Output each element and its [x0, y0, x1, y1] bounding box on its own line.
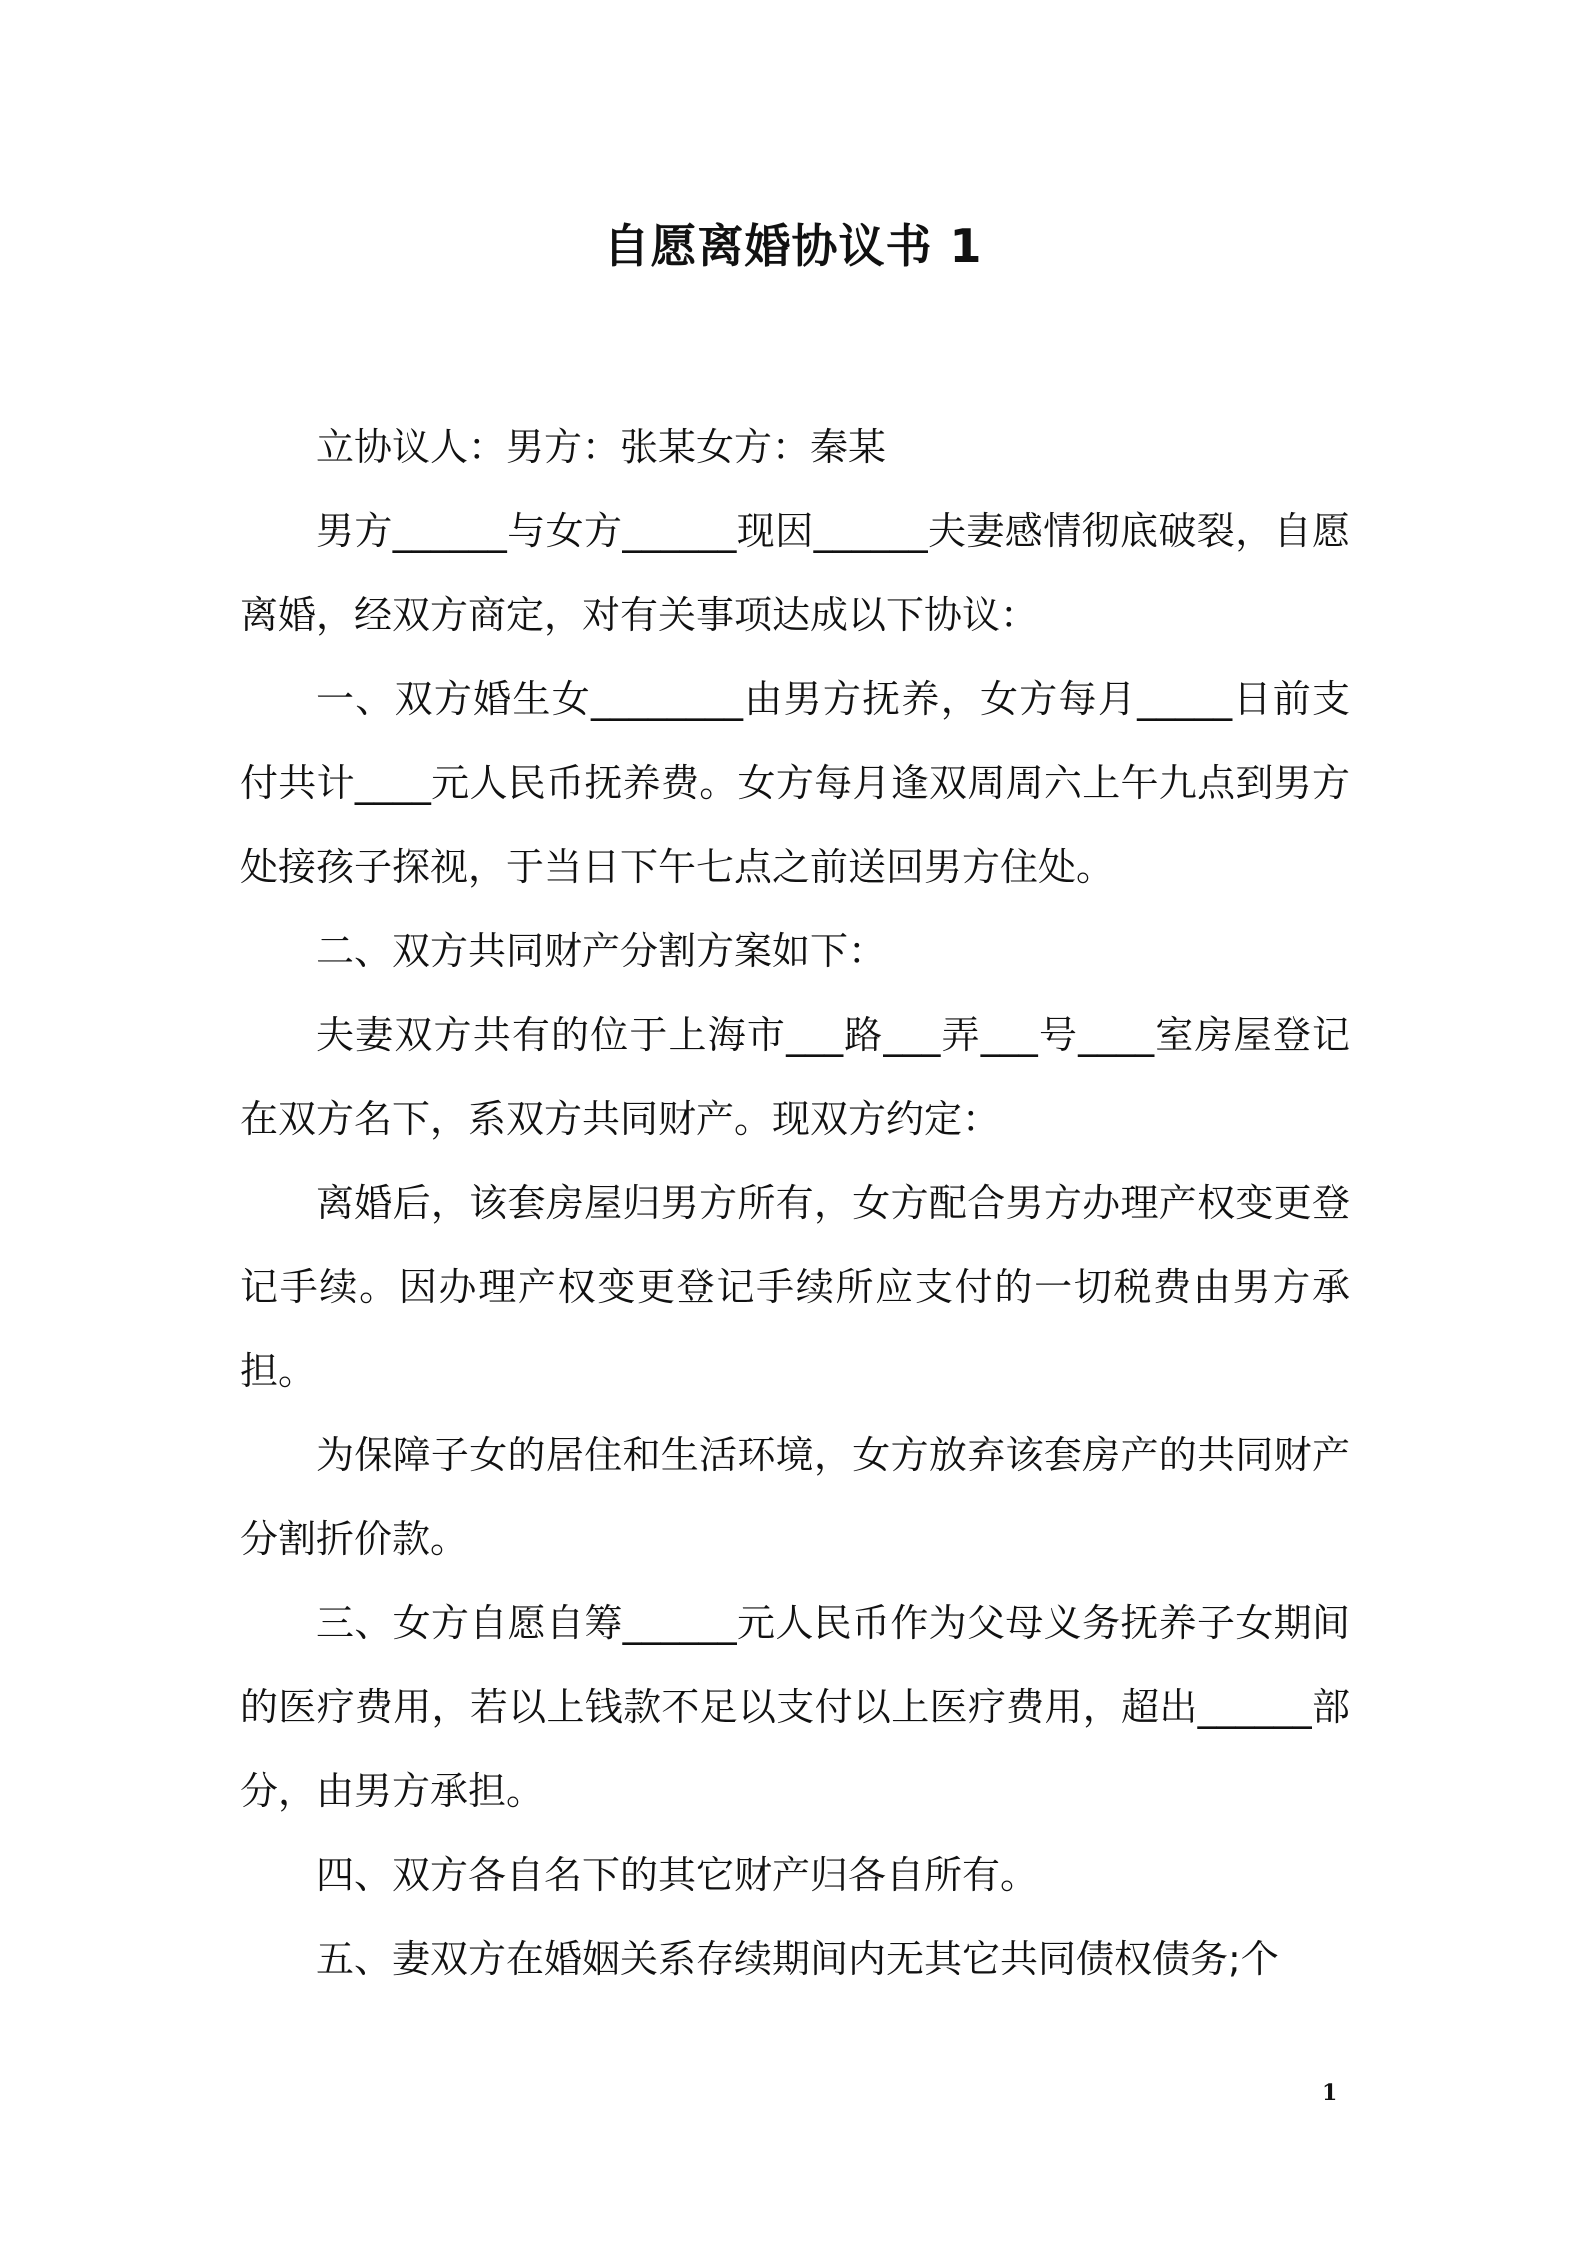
paragraph-parties: 立协议人：男方：张某女方：秦某 — [316, 425, 887, 469]
paragraph-intro: 男方______与女方______现因______夫妻感情彻底破裂，自愿离婚，经双方商定，对有关事项达成以下协议： — [240, 509, 1350, 637]
page-number: 1 — [1322, 2080, 1338, 2106]
paragraph-clause-4: 四、双方各自名下的其它财产归各自所有。 — [316, 1853, 1039, 1897]
paragraph-clause-2: 二、双方共同财产分割方案如下： — [316, 929, 887, 973]
paragraph-property-waiver: 为保障子女的居住和生活环境，女方放弃该套房产的共同财产分割折价款。 — [240, 1433, 1350, 1561]
paragraph-property: 夫妻双方共有的位于上海市___路___弄___号____室房屋登记在双方名下，系双方共同财产。现双方约定： — [240, 1013, 1350, 1141]
document-title: 自愿离婚协议书 1 — [603, 219, 983, 273]
paragraph-clause-1: 一、双方婚生女________由男方抚养，女方每月_____日前支付共计____元人民币抚养费。女方每月逢双周周六上午九点到男方处接孩子探视，于当日下午七点之前送回男方住处。 — [240, 677, 1350, 889]
paragraph-clause-5: 五、妻双方在婚姻关系存续期间内无其它共同债权债务;个 — [316, 1937, 1279, 1981]
document-body — [240, 405, 1350, 2001]
paragraph-clause-3: 三、女方自愿自筹______元人民币作为父母义务抚养子女期间的医疗费用，若以上钱款不足以支付以上医疗费用，超出______部分，由男方承担。 — [240, 1601, 1350, 1813]
paragraph-property-transfer: 离婚后，该套房屋归男方所有，女方配合男方办理产权变更登记手续。因办理产权变更登记手续所应支付的一切税费由男方承担。 — [240, 1181, 1350, 1393]
